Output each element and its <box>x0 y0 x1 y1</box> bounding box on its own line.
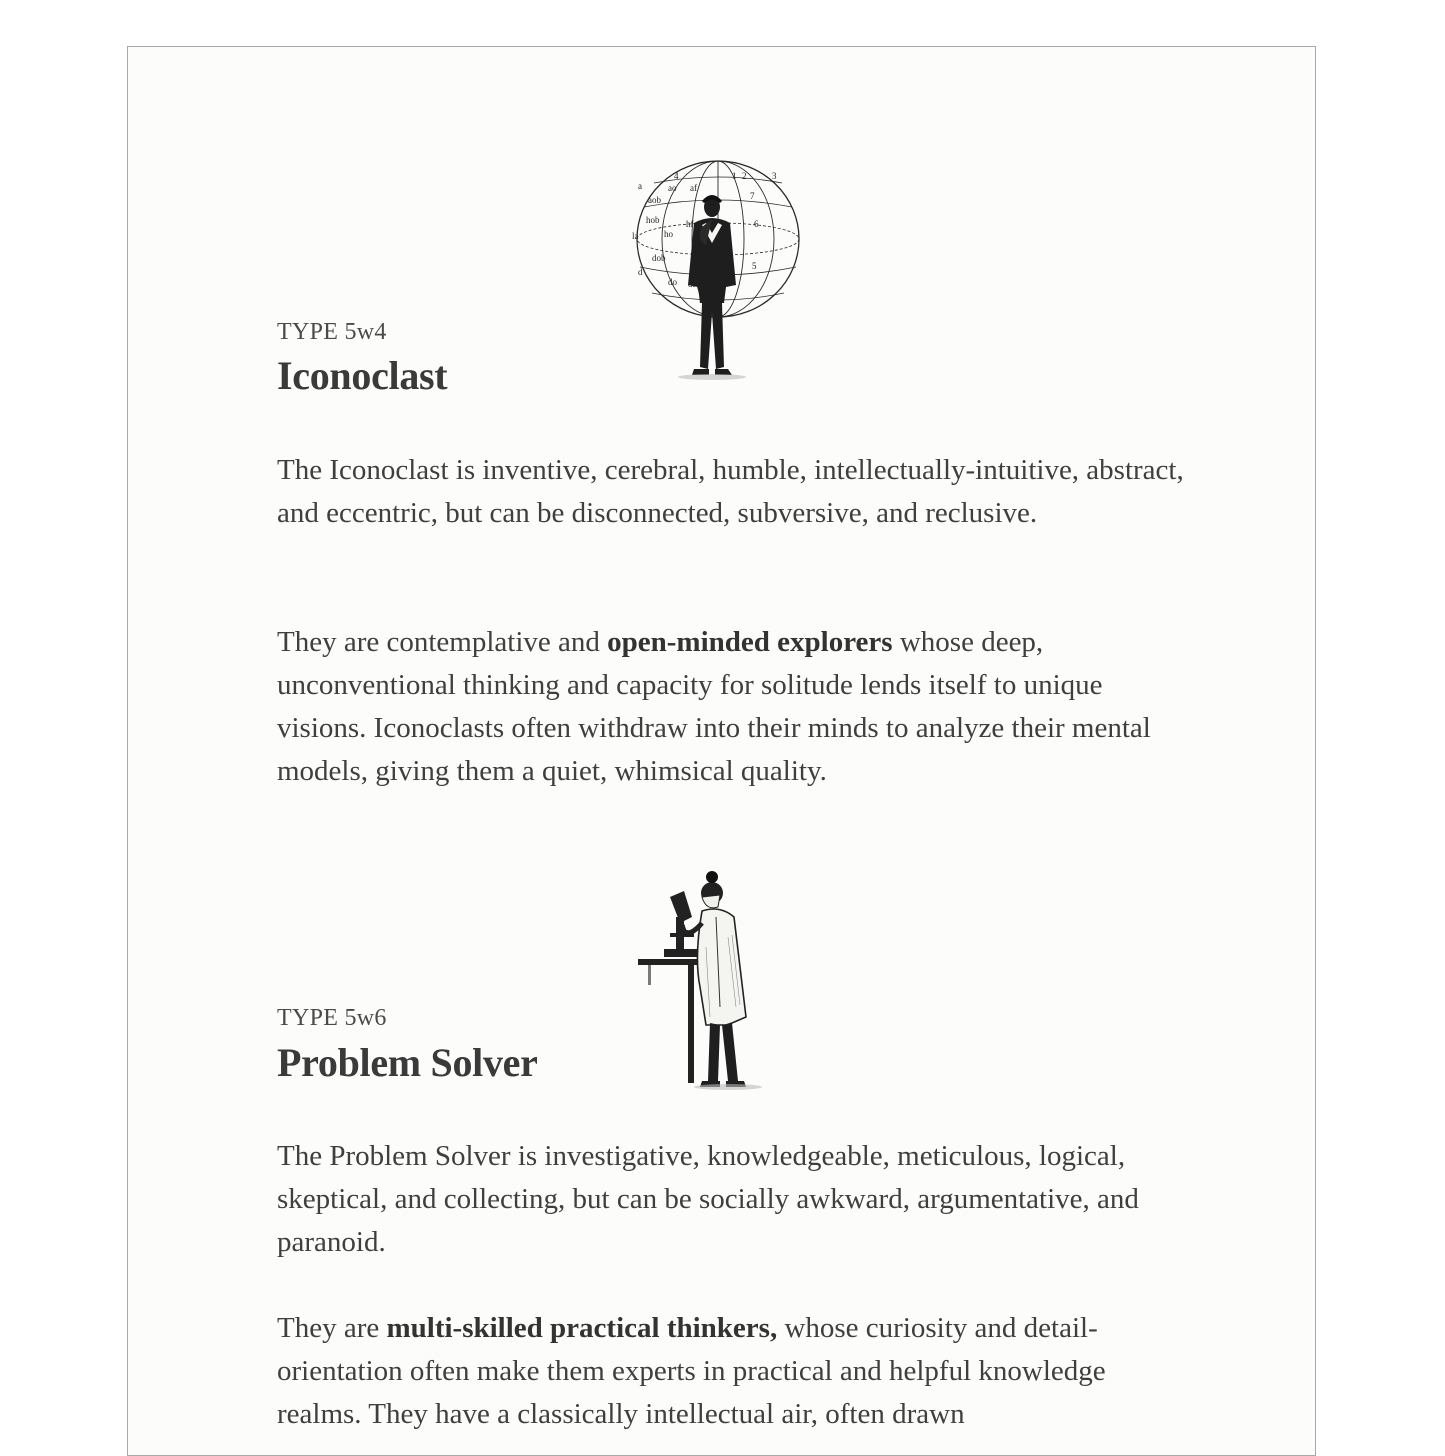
globe-label: 7 <box>750 191 755 201</box>
description-paragraph: The Problem Solver is investigative, knowledgeable, meticulous, logical, skeptical, and collecting, but can be socially awkward, argumentative, and paranoid. <box>277 1140 1139 1258</box>
globe-label: dob <box>652 253 666 263</box>
globe-label: a <box>638 181 642 191</box>
globe-label: 4 <box>674 171 679 181</box>
globe-label: hf <box>686 219 694 229</box>
type-label: TYPE 5w6 <box>277 1005 387 1031</box>
paragraph-text: They are contemplative and <box>277 626 608 658</box>
paragraph-text: whose deep, unconventional thinking and capacity for solitude lends itself to unique visions. Iconoclasts often withdraw into their minds to analyze their mental models, giving them a quiet, whimsical quality. <box>277 626 1151 787</box>
globe-label: 5 <box>752 261 757 271</box>
globe-label: ho <box>664 229 673 239</box>
globe-label: hob <box>646 215 660 225</box>
globe-label: 6 <box>754 219 759 229</box>
type-title: Problem Solver <box>277 1040 538 1085</box>
description-paragraph <box>277 621 1187 793</box>
description-paragraph: The Iconoclast is inventive, cerebral, humble, intellectually-intuitive, abstract, and eccentric, but can be disconnected, subversive, and reclusive. <box>277 454 1184 529</box>
emphasis-text: multi-skilled practical thinkers, <box>386 1312 778 1344</box>
type-label: TYPE 5w4 <box>277 319 387 345</box>
emphasis-text: open-minded explorers <box>607 626 893 658</box>
globe-label: 3 <box>772 171 777 181</box>
globe-label: aob <box>648 195 661 205</box>
scientist-with-microscope-illustration <box>636 867 786 1092</box>
type-title: Iconoclast <box>277 353 448 398</box>
globe-label: af <box>690 183 697 193</box>
man-in-globe-illustration <box>632 157 812 389</box>
content-card <box>127 46 1316 1456</box>
paragraph-text: They are <box>277 1312 387 1344</box>
description-paragraph <box>277 1307 1187 1436</box>
globe-label: 1 <box>732 171 737 181</box>
globe-label: do <box>668 277 677 287</box>
paragraph-text: whose curiosity and detail-orientation often make them experts in practical and helpful knowledge realms. They have a classically intellectual air, often drawn <box>277 1312 1106 1430</box>
globe-label: d <box>638 267 643 277</box>
globe-label: ao <box>668 183 677 193</box>
globe-label: 2 <box>742 171 747 181</box>
globe-label: la <box>632 231 639 241</box>
